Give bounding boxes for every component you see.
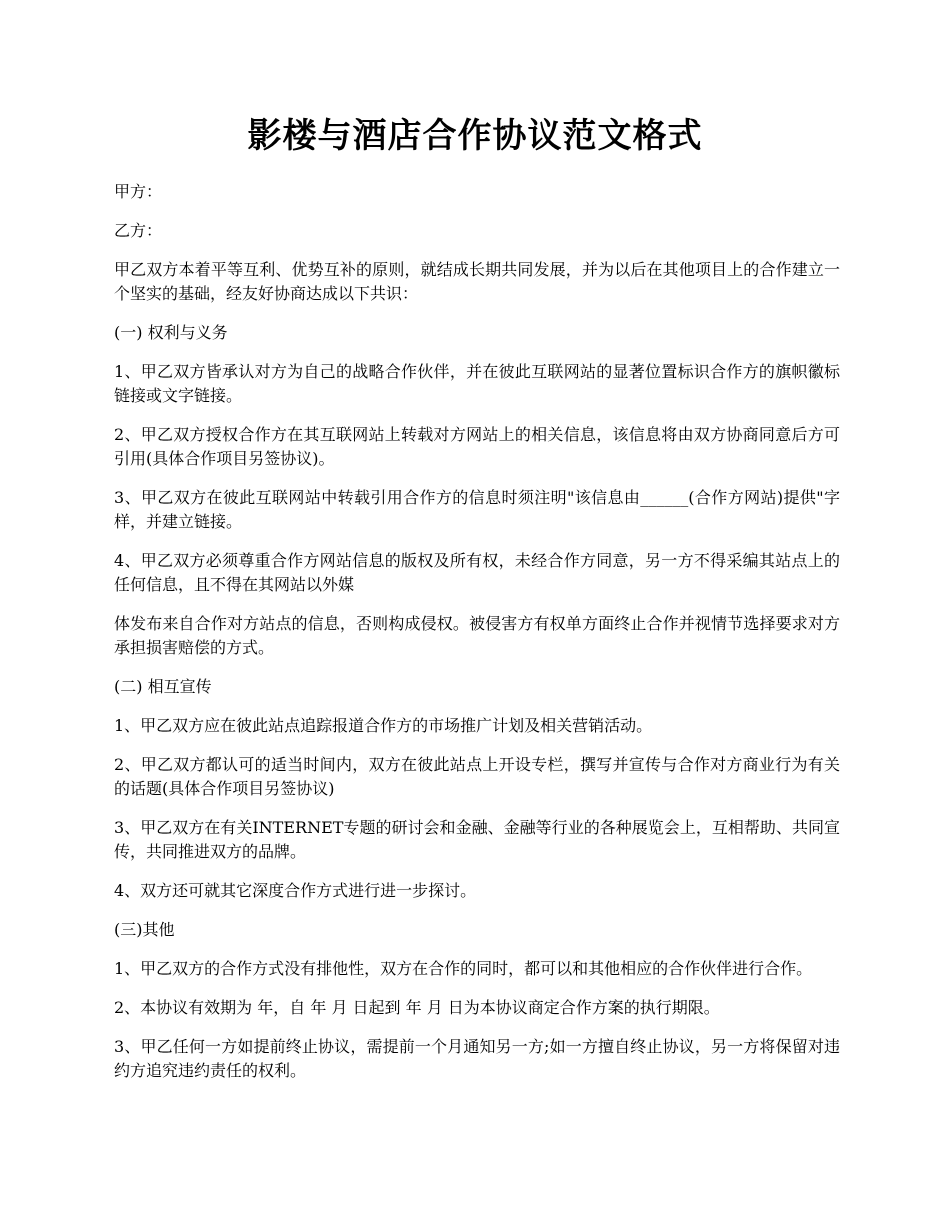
section-heading-other: (三)其他 — [114, 920, 175, 939]
clause-paragraph: 2、甲乙双方授权合作方在其互联网站上转载对方网站上的相关信息，该信息将由双方协商同意后方可引用(具体合作项目另签协议)。 — [114, 425, 840, 468]
party-b-line: 乙方： — [114, 221, 163, 240]
clause-paragraph: 4、甲乙双方必须尊重合作方网站信息的版权及所有权，未经合作方同意，另一方不得采编其站点上的任何信息，且不得在其网站以外媒 — [114, 551, 840, 594]
clause-paragraph: 体发布来自合作对方站点的信息，否则构成侵权。被侵害方有权单方面终止合作并视情节选择要求对方承担损害赔偿的方式。 — [114, 614, 840, 657]
clause-paragraph: 3、甲乙双方在有关INTERNET专题的研讨会和金融、金融等行业的各种展览会上，互相帮助、共同宣传，共同推进双方的品牌。 — [114, 818, 840, 861]
clause-paragraph: 2、本协议有效期为 年，自 年 月 日起到 年 月 日为本协议商定合作方案的执行期限。 — [114, 998, 720, 1017]
clause-paragraph: 4、双方还可就其它深度合作方式进行进一步探讨。 — [114, 881, 477, 900]
clause-paragraph: 1、甲乙双方皆承认对方为自己的战略合作伙伴，并在彼此互联网站的显著位置标识合作方的旗帜徽标链接或文字链接。 — [114, 362, 840, 405]
section-heading-promotion: (二) 相互宣传 — [114, 677, 212, 696]
clause-paragraph: 3、甲乙任何一方如提前终止协议，需提前一个月通知另一方;如一方擅自终止协议，另一方将保留对违约方追究违约责任的权利。 — [114, 1037, 840, 1080]
clause-paragraph: 3、甲乙双方在彼此互联网站中转载引用合作方的信息时须注明"该信息由______(合作方网站)提供"字样，并建立链接。 — [114, 488, 840, 531]
section-heading-rights: (一) 权利与义务 — [114, 323, 228, 342]
clause-paragraph: 1、甲乙双方应在彼此站点追踪报道合作方的市场推广计划及相关营销活动。 — [114, 716, 653, 735]
preamble-paragraph: 甲乙双方本着平等互利、优势互补的原则，就结成长期共同发展，并为以后在其他项目上的合作建立一个坚实的基础，经友好协商达成以下共识： — [114, 260, 840, 303]
clause-paragraph: 2、甲乙双方都认可的适当时间内，双方在彼此站点上开设专栏，撰写并宣传与合作对方商业行为有关的话题(具体合作项目另签协议) — [114, 755, 840, 798]
document-title: 影楼与酒店合作协议范文格式 — [247, 116, 703, 156]
document-body — [114, 180, 840, 1098]
party-a-line: 甲方： — [114, 182, 163, 201]
clause-paragraph: 1、甲乙双方的合作方式没有排他性，双方在合作的同时，都可以和其他相应的合作伙伴进行合作。 — [114, 959, 813, 978]
